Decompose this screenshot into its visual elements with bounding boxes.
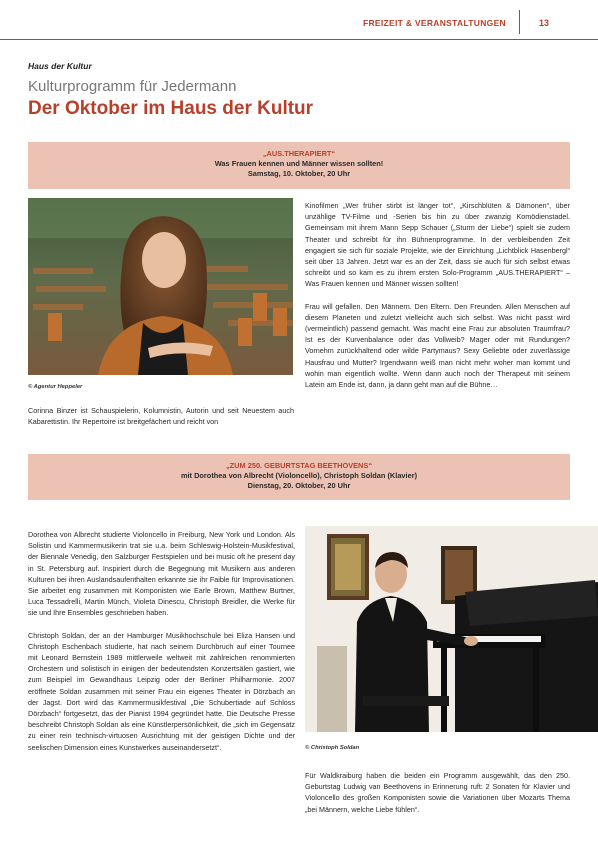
article-title: Der Oktober im Haus der Kultur (28, 98, 314, 119)
event-1-date: Samstag, 10. Oktober, 20 Uhr (247, 169, 351, 178)
photo-corinna-binzer (28, 198, 293, 375)
section-title: FREIZEIT & VERANSTALTUNGEN (362, 18, 506, 28)
page-number: 13 (539, 18, 550, 28)
event-2-name: „ZUM 250. GEBURTSTAG BEETHOVENS“ (225, 461, 373, 470)
event-1-text-right (305, 200, 570, 390)
photo-christoph-soldan (305, 526, 598, 732)
article-kicker: Haus der Kultur (28, 61, 92, 71)
header-rule (0, 39, 598, 40)
event-banner-2 (28, 454, 570, 500)
event-1-text-left (28, 405, 294, 427)
event-2-tagline: mit Dorothea von Albrecht (Violoncello), Christoph Soldan (Klavier) (180, 471, 418, 480)
event-1-paragraph-2: Frau will gefallen. Den Männern. Den Eltern. Den Freunden. Allen Menschen auf diesem Planeten und zuletzt vielleicht auch sich selbst. Was nicht passt wird (vermeintlich) passend gemacht. Was macht eine Frau zur absoluten Traumfrau? Ist es der Kurvenbalance oder das Vollweib? Mager oder mit Rundungen? Vornehm zurückhaltend oder wilde Partymaus? Sexy Geliebte oder zuverlässige Hausfrau und Mutter? Irgendwann weiß man nicht mehr woher man kommt und wohin man eigentlich wollte. Wenn dann auch noch der Therapeut mit seinem Latein am Ende ist, dann, ja dann geht man auf die Bühne… (305, 301, 570, 390)
event-2-text-left (28, 529, 295, 753)
event-banner-1 (28, 142, 570, 189)
event-2-paragraph-2: Christoph Soldan, der an der Hamburger Musikhochschule bei Eliza Hansen und Christoph Eschenbach studierte, hat nach seinem Durchbruch auf einer Tournee mit Leonard Bernstein 1989 mittlerweile weltweit mit zahlreichen renommierten Orchestern und solistisch in einigen der bedeutendsten Konzertsälen gastiert, wie zum Beispiel im Gewandhaus Leipzig oder der Berliner Philharmonie. 2007 eröffnete Soldan zusammen mit seiner Frau ein eigenes Theater in Dörzbach an der Jagst. Dort wird das Kammermusikfestival „Die Schubertiade auf Schloss Dörzbach“ fortgesetzt, das der Pianist 1994 gegründet hatte. Die Deutsche Presse beschreibt Christoph Soldan als eine Künstlerpersönlichkeit, die „sich im Gegensatz zu einer rein technisch-virtuosen Ausrichtung mit der geistigen Dichte und der seelischen Dimension eines Kunstwerkes auseinandersetzt“. (28, 630, 295, 752)
event-1-paragraph-1: Kinofilmen „Wer früher stirbt ist länger tot“, „Kirschblüten & Dämonen“, über unzählige TV-Filme und -Serien bis hin zu über zwanzig Komödienstadel. Gemeinsam mit ihrem Mann Sepp Schauer („Sturm der Liebe“) spielt sie zudem Theater und schreibt für ihn Bühnenprogramme. In der verbleibenden Zeit engagiert sie sich für soziale Projekte, wie der Einrichtung „Lichtblick Hasenbergl“ seit über 13 Jahren. Jetzt war es an der Zeit, dass sie auch für sich selbst etwas schreibt und so kam es zu ihrem ersten Solo-Programm „AUS.THERAPIERT“ – Was Frauen kennen und Männer wissen sollten! (305, 201, 570, 289)
photo-christoph-soldan-image (305, 526, 598, 732)
event-2-text-right (305, 770, 570, 815)
event-2-paragraph-1: Dorothea von Albrecht studierte Violoncello in Freiburg, New York und London. Als Solistin und Kammermusikerin trat sie u.a. beim Schleswig-Holstein-Musikfestival, der Biennale Venedig, den Salzburger Festspielen und bei music oft he present day in St. Petersburg auf. Inspiriert durch die Begegnung mit Musikern aus anderen Kulturen bei ihren Auslandsaufenthalten erkannte sie ihr Faible für Improvisationen. Sie arbeitet eng zusammen mit Komponisten wie Earle Brown, Matthew Burtner, Luca Tessadrelli, Martin Münch, Violeta Dinescu, Christoph Breidler, die Werke für sie und Ihre Ensembles geschrieben haben. (28, 530, 295, 618)
article-subtitle: Kulturprogramm für Jedermann (28, 78, 237, 95)
header-separator (519, 10, 520, 34)
event-2-paragraph-right: Für Waldkraiburg haben die beiden ein Programm ausgewählt, das den 250. Geburtstag Ludwig van Beethovens in Erinnerung ruft: 2 Sonaten für Klavier und Violoncello des großen Komponisten sowie die Variationen über Mozarts Thema „bei Männern, welche Liebe fühlen“. (305, 771, 570, 814)
photo-credit-1: © Agentur Heppeler (28, 384, 83, 390)
event-1-tagline: Was Frauen kennen und Männer wissen sollten! (214, 159, 384, 168)
photo-corinna-binzer-image (28, 198, 293, 375)
photo-credit-2: © Christoph Soldan (305, 745, 360, 751)
event-1-name: „AUS.THERAPIERT“ (262, 149, 336, 158)
event-1-paragraph-left: Corinna Binzer ist Schauspielerin, Kolumnistin, Autorin und seit Neuestem auch Kabarettistin. Ihr Repertoire ist breitgefächert und reicht von (28, 406, 294, 427)
event-2-date: Dienstag, 20. Oktober, 20 Uhr (247, 481, 351, 490)
